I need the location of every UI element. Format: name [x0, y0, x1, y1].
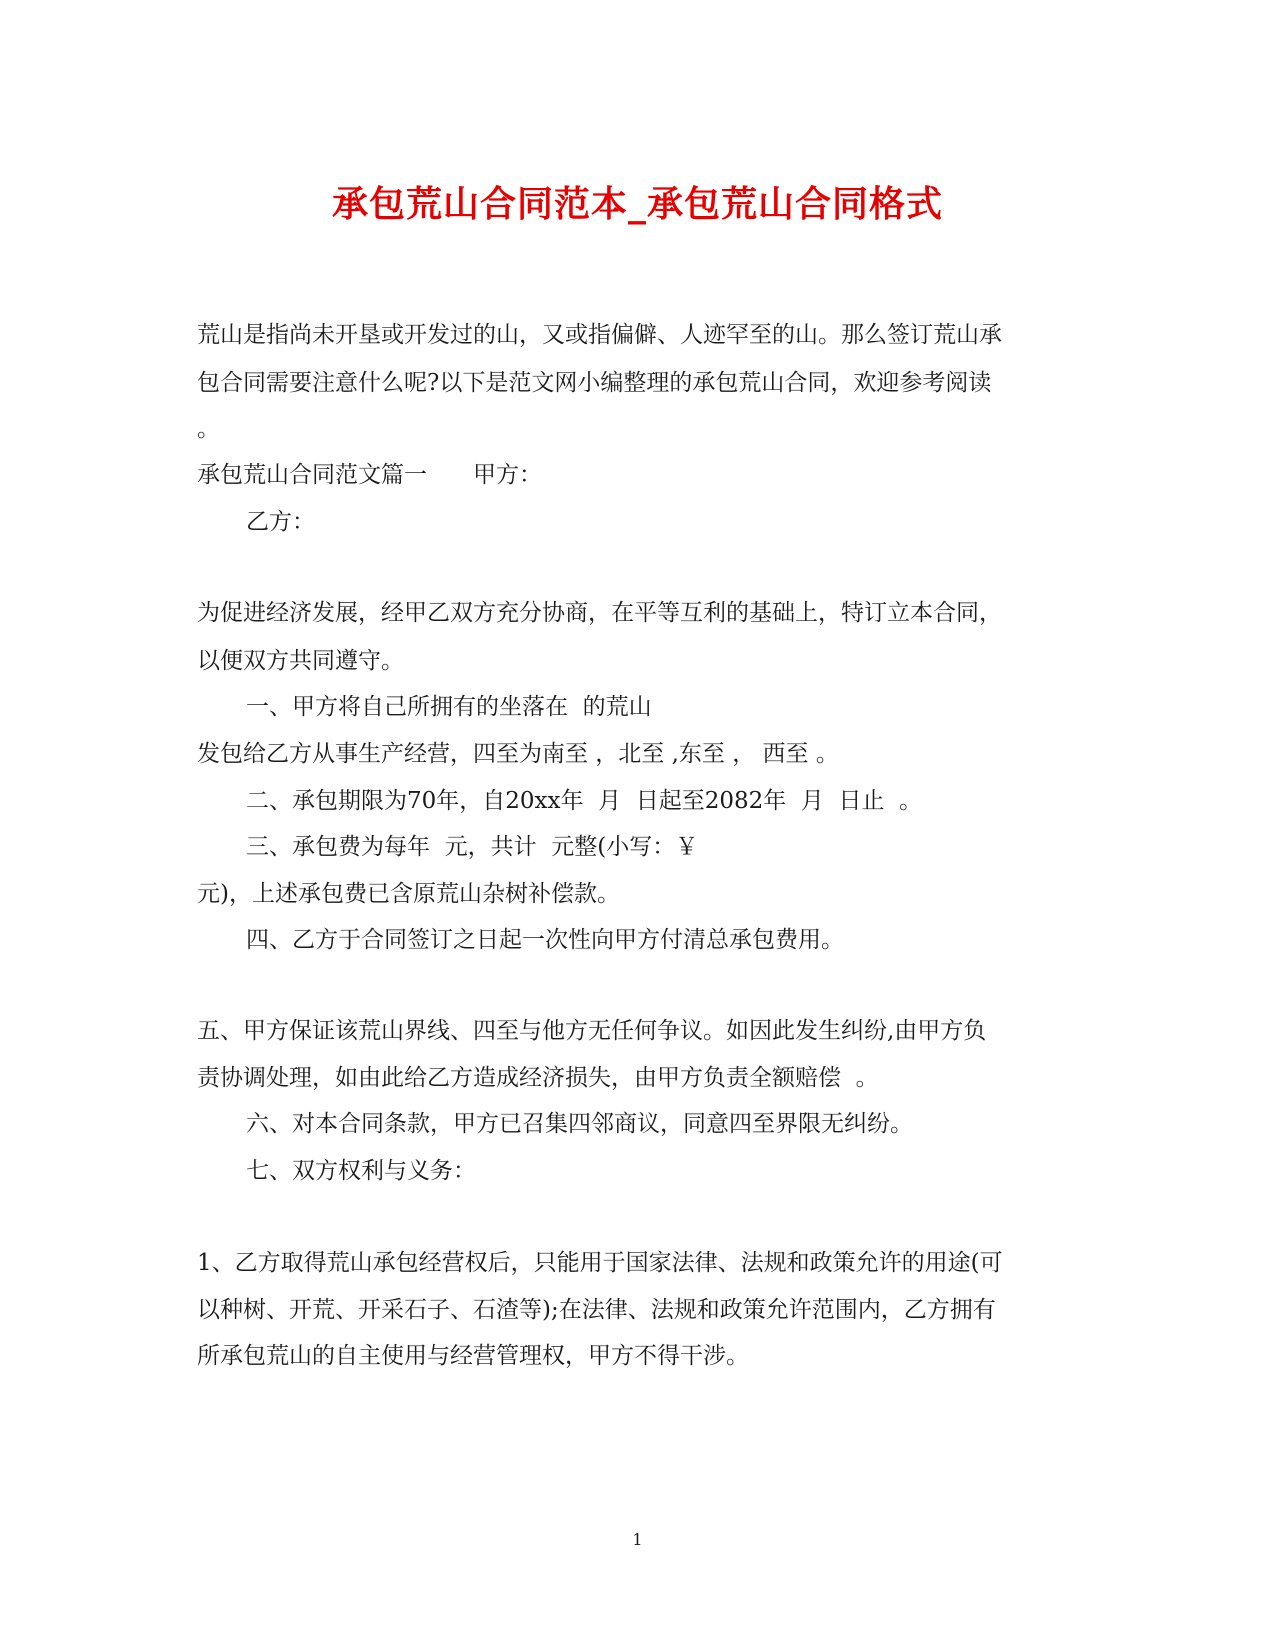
- clause-line: 二、承包期限为70年，自20xx年 月 日起至2082年 月 日止 。: [246, 788, 923, 814]
- paragraph-line: 以便双方共同遵守。: [197, 648, 404, 674]
- clause-line: 1、乙方取得荒山承包经营权后，只能用于国家法律、法规和政策允许的用途(可: [197, 1250, 1003, 1276]
- clause-line: 元)，上述承包费已含原荒山杂树补偿款。: [197, 881, 620, 907]
- document-title: 承包荒山合同范本_承包荒山合同格式: [331, 183, 943, 225]
- clause-line: 责协调处理，如由此给乙方造成经济损失，由甲方负责全额赔偿 。: [197, 1065, 879, 1091]
- paragraph-line: 包合同需要注意什么呢?以下是范文网小编整理的承包荒山合同，欢迎参考阅读: [197, 370, 992, 396]
- clause-line: 六、对本合同条款，甲方已召集四邻商议，同意四至界限无纠纷。: [246, 1111, 913, 1137]
- clause-line: 四、乙方于合同签订之日起一次性向甲方付清总承包费用。: [246, 927, 844, 953]
- clause-line: 发包给乙方从事生产经营，四至为南至 ，北至 ,东至 ， 西至 。: [197, 741, 839, 767]
- clause-line: 七、双方权利与义务：: [246, 1158, 476, 1184]
- clause-line: 以种树、开荒、开采石子、石渣等);在法律、法规和政策允许范围内，乙方拥有: [197, 1297, 996, 1323]
- page-number: 1: [632, 1530, 643, 1549]
- paragraph-line: 。: [197, 416, 220, 442]
- party-b-line: 乙方：: [246, 509, 315, 535]
- clause-line: 一、甲方将自己所拥有的坐落在 的荒山: [246, 694, 652, 720]
- paragraph-line: 为促进经济发展，经甲乙双方充分协商，在平等互利的基础上，特订立本合同，: [197, 600, 1002, 626]
- clause-line: 三、承包费为每年 元，共计 元整(小写：￥: [246, 834, 699, 860]
- clause-line: 五、甲方保证该荒山界线、四至与他方无任何争议。如因此发生纠纷,由甲方负: [197, 1018, 987, 1044]
- paragraph-line: 荒山是指尚未开垦或开发过的山，又或指偏僻、人迹罕至的山。那么签订荒山承: [197, 322, 1002, 348]
- section-heading-line: 承包荒山合同范文篇一 甲方：: [197, 462, 542, 488]
- clause-line: 所承包荒山的自主使用与经营管理权，甲方不得干涉。: [197, 1343, 749, 1369]
